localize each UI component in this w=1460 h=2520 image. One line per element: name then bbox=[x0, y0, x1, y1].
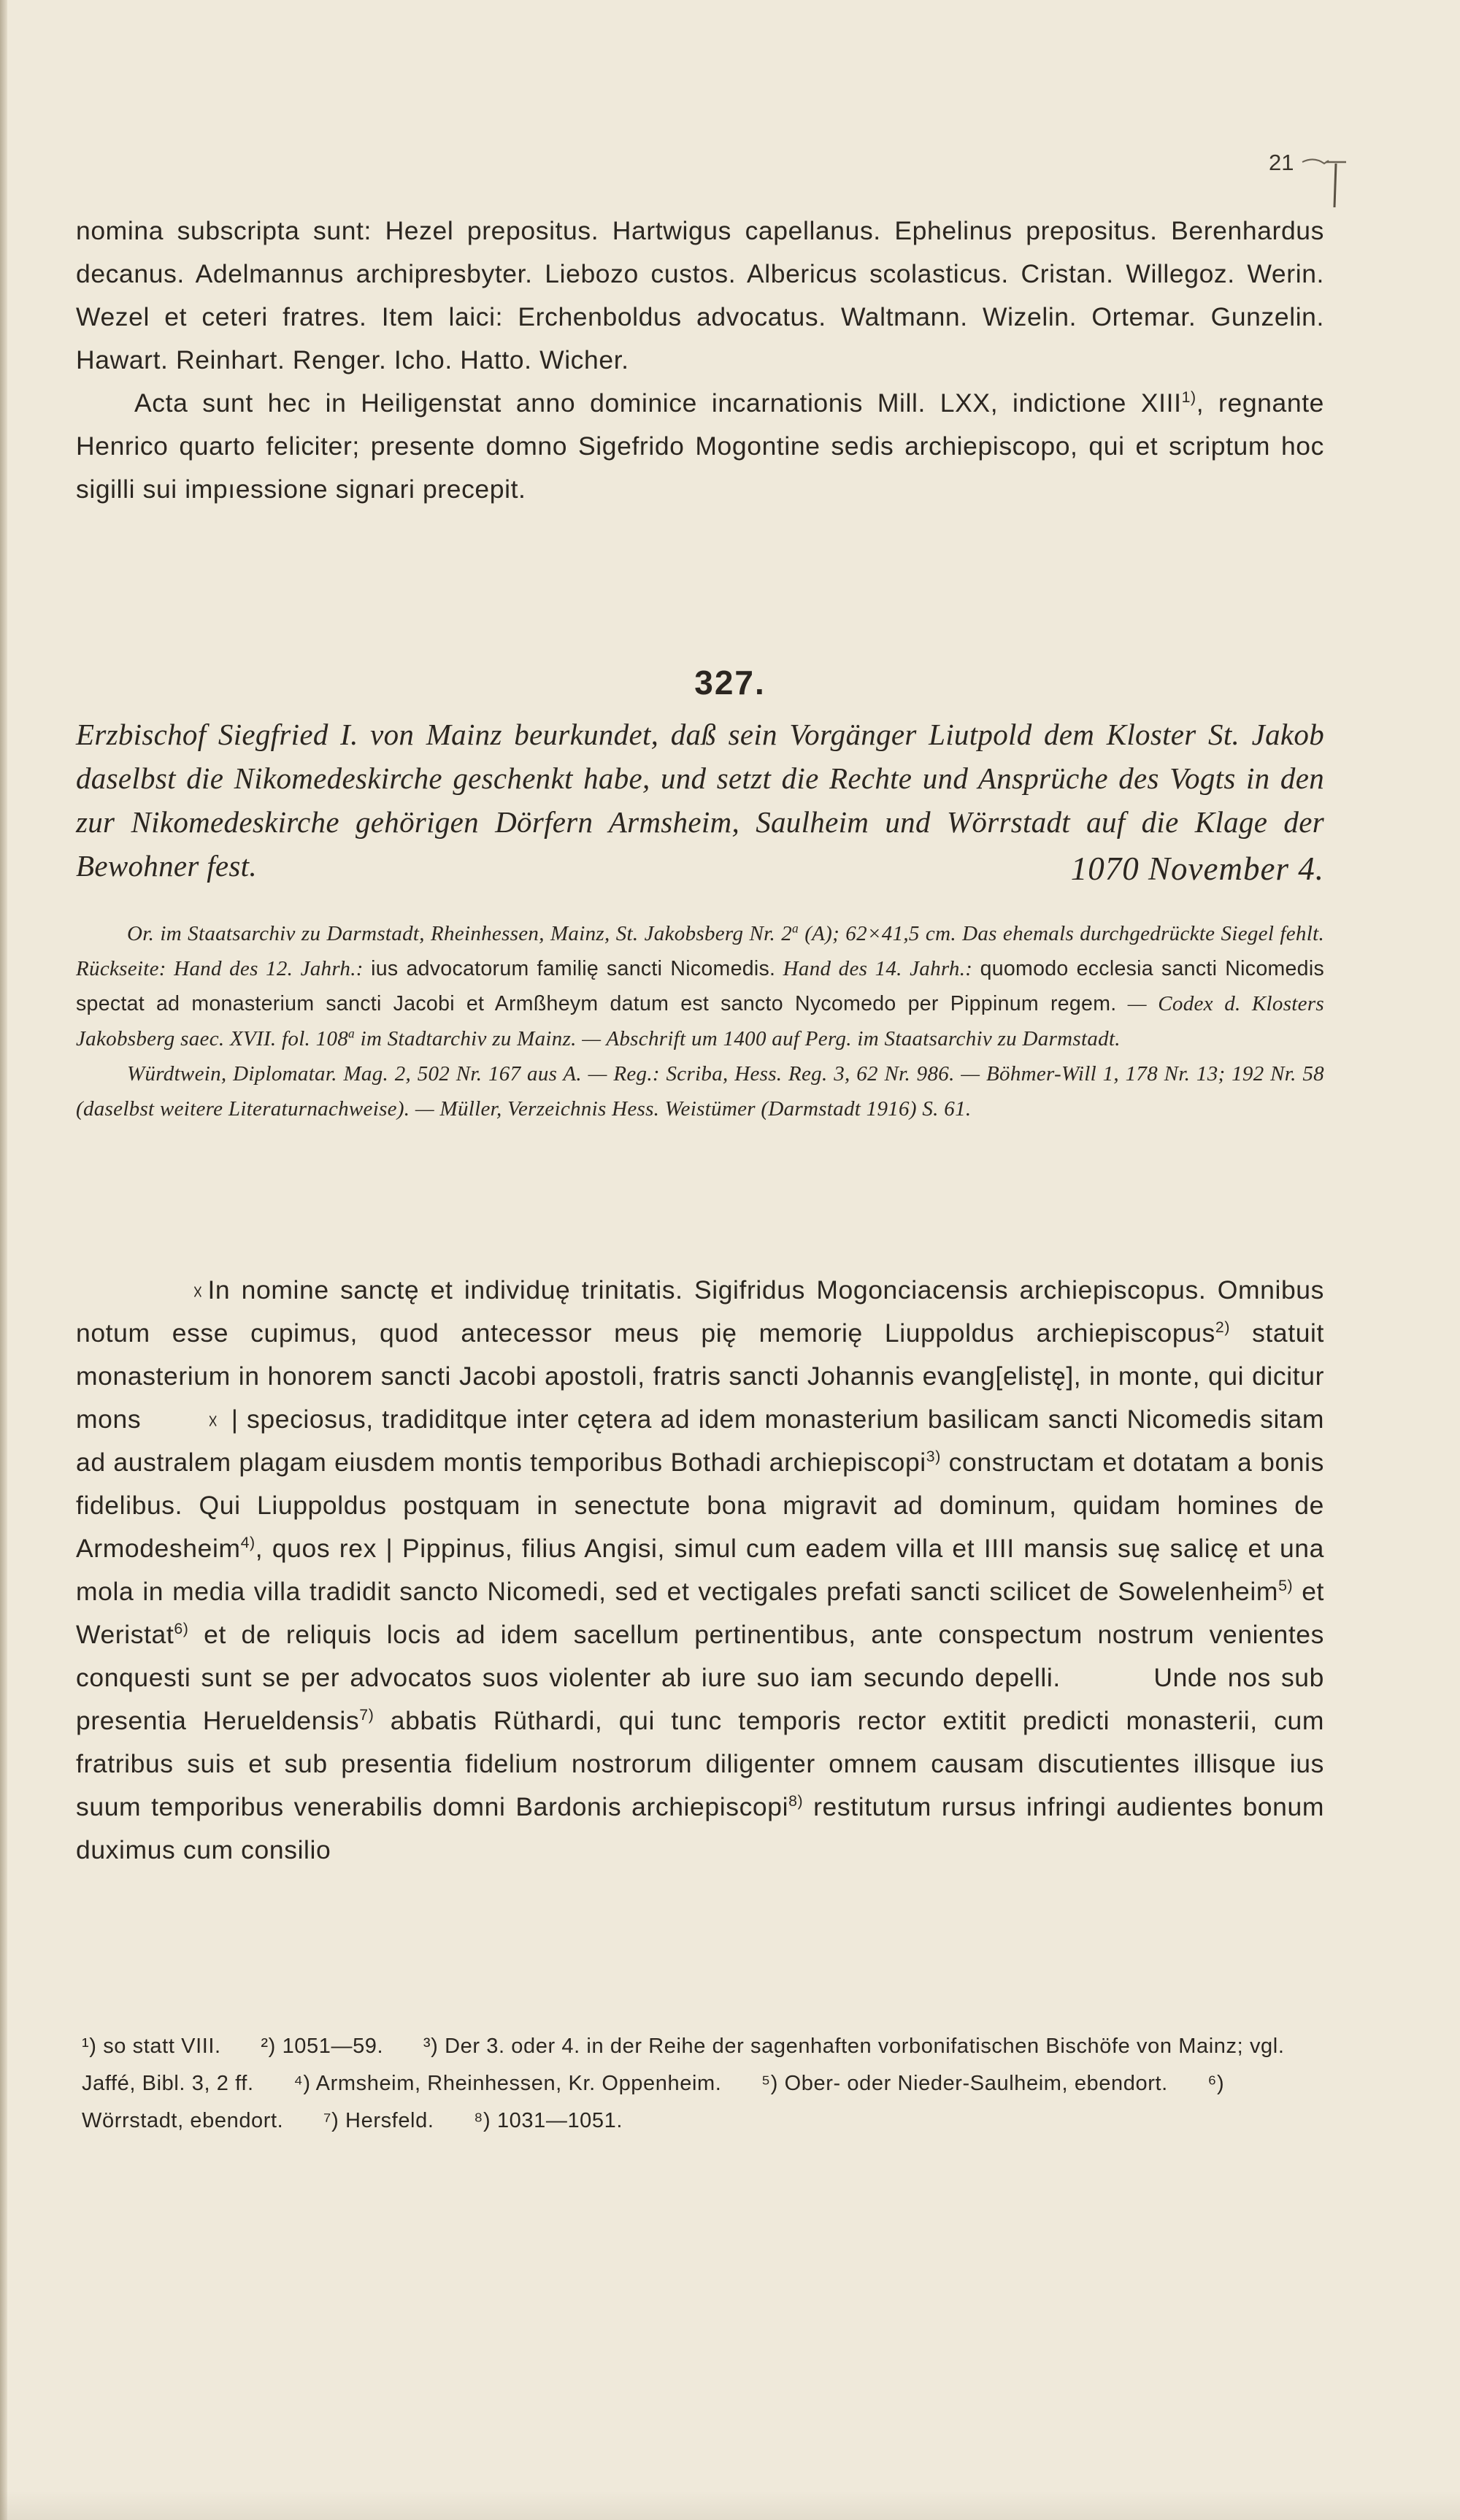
footnote-ref-5: 5) bbox=[1278, 1577, 1294, 1595]
witness-list-text: nomina subscripta sunt: Hezel prepositus. Hartwigus capellanus. Ephelinus prepositus. Berenhardus decanus. Adelmannus archipresbyter. Liebozo custos. Albericus scolasticus. Cristan. Willegoz. Werin. Wezel et ceteri fratres. Item laici: Erchenboldus advocatus. Waltmann. Wizelin. Ortemar. Gunzelin. Hawart. Reinhart. Renger. Icho. Hatto. Wicher. bbox=[76, 216, 1324, 374]
footnote-8 bbox=[474, 2109, 623, 2132]
tradition-p1-f: — Codex d. Klosters Jakobsberg saec. XVII. fol. 108 bbox=[76, 992, 1324, 1050]
footnote-mark: ⁸) bbox=[474, 2109, 491, 2132]
footnote-ref-6: 6) bbox=[174, 1620, 189, 1638]
page-bottom-shadow bbox=[0, 2491, 1460, 2520]
footnote-mark: ²) bbox=[261, 2035, 276, 2058]
footnote-text: Hersfeld. bbox=[345, 2109, 434, 2132]
charter-s1: In nomine sanctę et individuę trinitatis. Sigifridus Mogonciacensis archiepiscopus. Omnibus notum esse cupimus, quod antecessor meus pię memorię Liuppoldus archiepiscopus bbox=[76, 1275, 1324, 1348]
footnote-mark: ³) bbox=[423, 2035, 439, 2058]
charter-text bbox=[76, 1269, 1324, 1872]
chrismon-inline-icon: ☓ bbox=[207, 1410, 219, 1432]
regest-text: Erzbischof Siegfried I. von Mainz beurkundet, daß sein Vorgänger Liutpold dem Kloster St. Jakob daselbst die Nikomedeskirche geschenkt habe, und setzt die Rechte und Ansprüche des Vogts in den zur Nikomedeskirche gehörigen Dörfern Armsheim, Saulheim und Wörrstadt auf die Klage der Bewohner fest. bbox=[76, 718, 1324, 883]
tradition-p1-b: (A); 62×41,5 cm. Das ehemals durchgedrückte Siegel fehlt. Rückseite: Hand des 12. Jahrh.: bbox=[76, 922, 1324, 980]
regest-date: 1070 November 4. bbox=[1070, 850, 1324, 887]
tradition-p1-d: Hand des 14. Jahrh.: bbox=[775, 957, 980, 980]
footnote-mark: ⁴) bbox=[293, 2072, 311, 2095]
footnote-ref-4: 4) bbox=[240, 1534, 256, 1552]
charter-s5: , quos rex | Pippinus, filius Angisi, simul cum eadem villa et IIII mansis suę salicę et una mola in media villa tradidit sancto Nicomedi, sed et vectigales prefati sancti scilicet de Sowelenheim bbox=[76, 1534, 1324, 1606]
footnote-text: 1031—1051. bbox=[496, 2109, 623, 2132]
footnote-ref-1: 1) bbox=[1181, 388, 1196, 407]
footnote-5 bbox=[761, 2072, 1168, 2095]
charter-s7: et de reliquis locis ad idem sacellum pertinentibus, ante conspectum nostrum venientes conquesti sunt se per advocatos suos violenter ab iure suo iam secundo depelli. bbox=[76, 1620, 1324, 1692]
tradition-paragraph bbox=[76, 916, 1324, 1056]
page-number: 21 bbox=[1269, 150, 1294, 175]
charter-paragraph bbox=[76, 1269, 1324, 1872]
tradition-p1-a-sup: a bbox=[792, 921, 799, 936]
tradition-p1-a: Or. im Staatsarchiv zu Darmstadt, Rheinhessen, Mainz, St. Jakobsberg Nr. 2 bbox=[127, 922, 793, 945]
footnote-ref-7: 7) bbox=[359, 1706, 374, 1724]
document-number: 327. bbox=[694, 664, 766, 702]
charter-s4: constructam et dotatam a bonis fidelibus. Qui Liuppoldus postquam in senectute bona migravit ad dominum, quidam homines de Armodesheim bbox=[76, 1448, 1324, 1563]
footnote-ref-3: 3) bbox=[926, 1448, 941, 1466]
tradition-p1-g: im Stadtarchiv zu Mainz. — Abschrift um 1400 auf Perg. im Staatsarchiv zu Darmstadt. bbox=[355, 1027, 1121, 1050]
tradition-notes bbox=[76, 916, 1324, 1126]
footnote-text: 1051—59. bbox=[282, 2035, 384, 2058]
dorsal-note-14th-century: quomodo ecclesia sancti Nicomedis spectat ad monasterium sancti Jacobi et Armßheym datum est sancto Nycomedo per Pippinum regem. bbox=[76, 957, 1325, 1015]
footnote-ref-2: 2) bbox=[1215, 1318, 1231, 1337]
footnote-text: Wörrstadt, ebendort. bbox=[82, 2109, 284, 2132]
footnote-7 bbox=[323, 2109, 434, 2132]
binding-edge bbox=[0, 0, 7, 2520]
dating-clause-part1: Acta sunt hec in Heiligenstat anno dominice incarnationis Mill. LXX, indictione XIII bbox=[134, 388, 1182, 418]
footnote-text: Der 3. oder 4. in der Reihe der sagenhaften vorbonifatischen Bischöfe von Mainz; vgl. Jaffé, Bibl. 3, 2 ff. bbox=[82, 2035, 1285, 2095]
footnote-text: Armsheim, Rheinhessen, Kr. Oppenheim. bbox=[315, 2072, 722, 2095]
charter-s10: restitutum rursus infringi audientes bonum duximus cum consilio bbox=[76, 1792, 1324, 1864]
dating-clause-part2: , regnante Henrico quarto feliciter; presente domno Sigefrido Mogontine sedis archiepiscopo, qui et scriptum hoc sigilli sui impıessione signari precepit. bbox=[76, 388, 1325, 504]
footnote-ref-8: 8) bbox=[788, 1792, 804, 1810]
literature-paragraph: Würdtwein, Diplomatar. Mag. 2, 502 Nr. 167 aus A. — Reg.: Scriba, Hess. Reg. 3, 62 Nr. 986. — Böhmer-Will 1, 178 Nr. 13; 192 Nr. 58 (daselbst weitere Literaturnachweise). — Müller, Verzeichnis Hess. Weistümer (Darmstadt 1916) S. 61. bbox=[76, 1062, 1324, 1121]
charter-s3: | speciosus, tradiditque inter cętera ad idem monasterium basilicam sancti Nicomedis sitam ad australem plagam eiusdem montis temporibus Bothadi archiepiscopi bbox=[76, 1405, 1325, 1477]
witness-list bbox=[76, 210, 1324, 511]
dorsal-note-12th-century: ius advocatorum familię sancti Nicomedis. bbox=[371, 957, 776, 980]
charter-s2: statuit monasterium in honorem sancti Jacobi apostoli, fratris sancti Johannis evang[elistę], in monte, qui dicitur mons bbox=[76, 1318, 1324, 1434]
footnote-1 bbox=[82, 2035, 221, 2058]
footnotes bbox=[82, 2028, 1323, 2140]
tradition-p1-f-sup: a bbox=[348, 1026, 356, 1041]
footnote-mark: ⁶) bbox=[1207, 2072, 1225, 2095]
footnote-mark: ¹) bbox=[82, 2035, 97, 2058]
charter-s9: abbatis Rüthardi, qui tunc temporis rector extitit predicti monasterii, cum fratribus suis et sub presentia fidelium nostrorum diligenter omnem causam discutientes illisque ius suum temporibus venerabilis domni Bardonis archiepiscopi bbox=[76, 1706, 1324, 1821]
charter-s6: et Weristat bbox=[76, 1577, 1324, 1649]
footnote-mark: ⁵) bbox=[761, 2072, 778, 2095]
footnote-mark: ⁷) bbox=[323, 2109, 339, 2132]
charter-s8: Unde nos sub presentia Herueldensis bbox=[76, 1663, 1324, 1735]
page-number-correction-mark bbox=[1299, 155, 1349, 213]
chrismon-icon: ☓ bbox=[193, 1280, 204, 1303]
regest bbox=[76, 712, 1324, 891]
footnote-text: so statt VIII. bbox=[103, 2035, 221, 2058]
footnote-2 bbox=[261, 2035, 383, 2058]
dating-clause bbox=[76, 382, 1324, 511]
footnote-4 bbox=[293, 2072, 721, 2095]
footnote-text: Ober- oder Nieder-Saulheim, ebendort. bbox=[784, 2072, 1168, 2095]
